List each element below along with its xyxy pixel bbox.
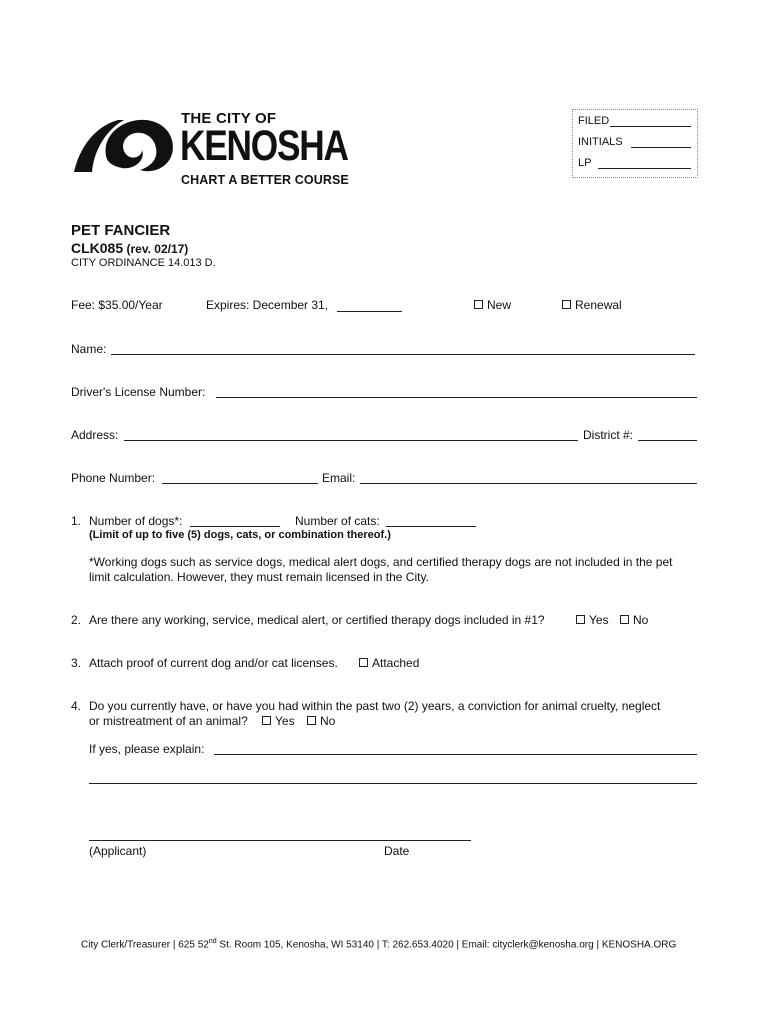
q1-cats-line[interactable] [386, 526, 476, 527]
q4-number: 4. [71, 699, 82, 713]
filed-row [578, 115, 609, 127]
q2-no-checkbox[interactable] [620, 615, 629, 624]
q3-attached-option[interactable] [359, 656, 419, 670]
office-use-box [572, 109, 698, 178]
footer-part1: City Clerk/Treasurer | 625 52 [81, 939, 209, 951]
q1-limit-note: (Limit of up to five (5) dogs, cats, or combination thereof.) [89, 529, 391, 541]
email-label: Email: [322, 471, 356, 485]
q1-dogs-line[interactable] [190, 526, 280, 527]
q4-yes-label: Yes [275, 714, 295, 728]
q2-yes-option[interactable] [576, 613, 609, 627]
ordinance: CITY ORDINANCE 14.013 D. [71, 257, 216, 269]
footer-part2: St. Room 105, Kenosha, WI 53140 | T: 262.653.4020 | Email: cityclerk@kenosha.org | KENOSHA.ORG [216, 939, 677, 951]
lp-row [578, 157, 591, 169]
logo-city-of: THE CITY OF [181, 110, 277, 127]
q3-attached-checkbox[interactable] [359, 658, 368, 667]
initials-row [578, 136, 623, 148]
footer-sup: nd [208, 938, 217, 945]
address-line[interactable] [124, 440, 578, 441]
form-title: PET FANCIER [71, 222, 171, 239]
form-code: CLK085 [71, 240, 124, 256]
q2-number: 2. [71, 613, 82, 627]
q2-no-label: No [633, 613, 649, 627]
expires-text: Expires: December 31, [206, 298, 329, 312]
logo-kenosha: KENOSHA [180, 122, 348, 170]
q4-explain-label: If yes, please explain: [89, 742, 205, 756]
email-line[interactable] [360, 483, 697, 484]
drivers-license-line[interactable] [216, 397, 697, 398]
phone-label: Phone Number: [71, 471, 156, 485]
district-line[interactable] [638, 440, 697, 441]
renewal-checkbox[interactable] [562, 300, 571, 309]
q4-text-line2: or mistreatment of an animal? [89, 714, 248, 728]
new-label: New [487, 298, 512, 312]
q4-no-checkbox[interactable] [307, 716, 316, 725]
filed-line[interactable] [610, 126, 691, 127]
q2-no-option[interactable] [620, 613, 648, 627]
q4-no-option[interactable] [307, 714, 335, 728]
renewal-option[interactable] [562, 298, 622, 312]
q4-yes-option[interactable] [262, 714, 295, 728]
new-option[interactable] [474, 298, 511, 312]
q2-yes-label: Yes [589, 613, 609, 627]
new-checkbox[interactable] [474, 300, 483, 309]
date-label: Date [384, 844, 410, 858]
name-label: Name: [71, 342, 107, 356]
kenosha-logo-icon [72, 116, 176, 174]
q1-working-note-line2: limit calculation. However, they must remain licensed in the City. [89, 570, 429, 584]
form-revision: (rev. 02/17) [126, 242, 189, 256]
phone-line[interactable] [162, 483, 318, 484]
q3-text: Attach proof of current dog and/or cat licenses. [89, 656, 338, 670]
fee-text: Fee: $35.00/Year [71, 298, 163, 312]
form-code-row [71, 240, 188, 256]
lp-label: LP [578, 157, 592, 169]
q1-cats-label: Number of cats: [295, 514, 380, 528]
q1-number: 1. [71, 514, 82, 528]
q3-number: 3. [71, 656, 82, 670]
q1-working-note-line1: *Working dogs such as service dogs, medical alert dogs, and certified therapy dogs are not included in the pet [89, 555, 673, 569]
q3-attached-label: Attached [372, 656, 420, 670]
footer-contact [81, 938, 676, 950]
applicant-label: (Applicant) [89, 844, 147, 858]
signature-line[interactable] [89, 840, 471, 841]
q1-dogs-label: Number of dogs*: [89, 514, 183, 528]
drivers-license-label: Driver's License Number: [71, 385, 206, 399]
q4-no-label: No [320, 714, 336, 728]
q4-text-line1: Do you currently have, or have you had within the past two (2) years, a conviction for animal cruelty, neglect [89, 699, 661, 713]
logo-tagline: CHART A BETTER COURSE [181, 173, 349, 187]
district-label: District #: [583, 428, 634, 442]
q4-explain-line1[interactable] [214, 754, 697, 755]
q4-explain-line2[interactable] [89, 783, 697, 784]
lp-line[interactable] [598, 168, 691, 169]
expires-year-line[interactable] [337, 311, 402, 312]
name-line[interactable] [111, 354, 695, 355]
q2-text: Are there any working, service, medical alert, or certified therapy dogs included in #1? [89, 613, 545, 627]
initials-label: INITIALS [578, 136, 623, 148]
initials-line[interactable] [631, 147, 691, 148]
q2-yes-checkbox[interactable] [576, 615, 585, 624]
filed-label: FILED [578, 115, 610, 127]
address-label: Address: [71, 428, 119, 442]
q4-yes-checkbox[interactable] [262, 716, 271, 725]
renewal-label: Renewal [575, 298, 622, 312]
